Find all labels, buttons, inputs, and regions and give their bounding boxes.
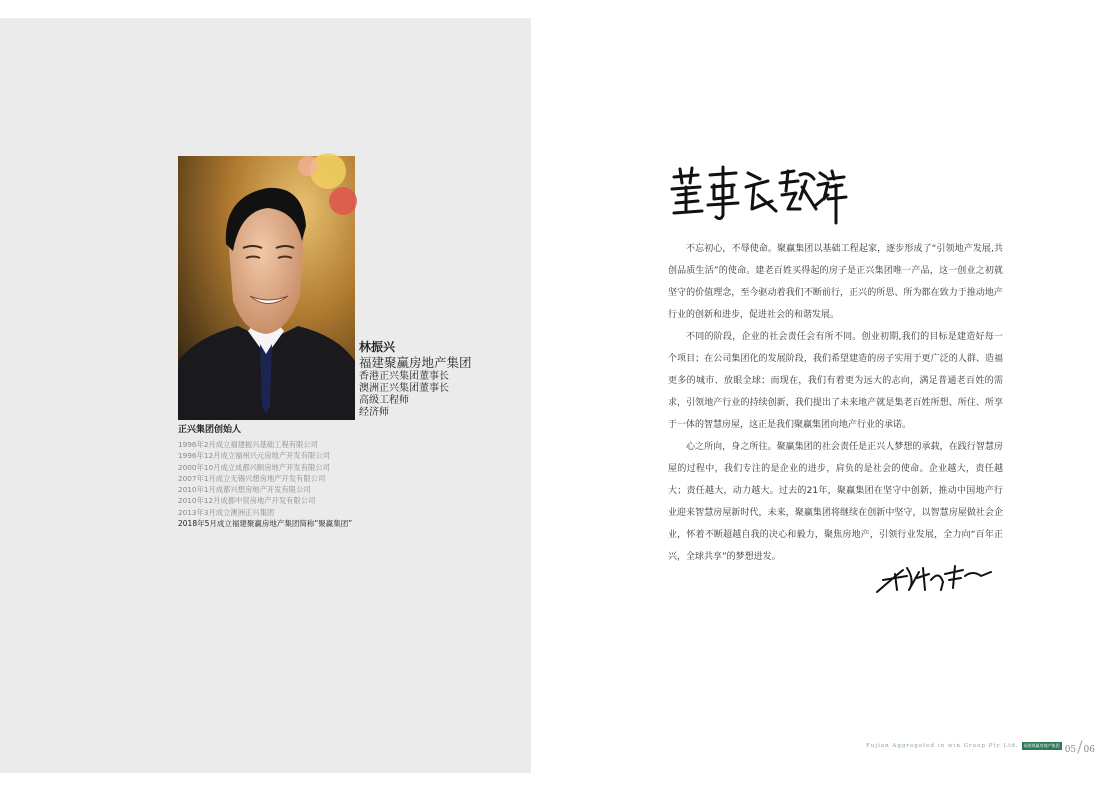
letter-paragraph: 不同的阶段，企业的社会责任会有所不同。创业初期,我们的目标是建造好每一个项目；在公司集团化的发展阶段，我们希望建造的房子实用于更广泛的人群、造福更多的城市、放眼全球；而现在，我们有着更为远大的志向，满足普通老百姓的需求，引领地产行业的持续创新，我们提出了未来地产就是集老百姓所想、所住、所享于一体的智慧房屋，这正是我们聚赢集团向地产行业的承诺。	[668, 332, 1003, 430]
history-item: 2013年3月成立澳洲正兴集团	[178, 507, 275, 517]
chairman-name: 林振兴	[359, 340, 396, 354]
role-item: 高级工程师	[359, 395, 409, 406]
footer-company-badge: 福建聚赢房地产集团	[1023, 743, 1060, 748]
role-item: 经济师	[359, 407, 389, 418]
chairman-name-block	[359, 340, 472, 419]
chairman-letter	[668, 238, 1003, 568]
page-slash: /	[1077, 736, 1083, 756]
history-item: 2000年10月成立成都兴顺房地产开发有限公司	[178, 462, 330, 472]
letter-title-calligraphy	[668, 165, 848, 230]
history-item: 2007年1月成立无锡兴想房地产开发有限公司	[178, 473, 326, 483]
letter-paragraph: 不忘初心，不辱使命。聚赢集团以基础工程起家，逐步形成了“引领地产发展,共创品质生活”的使命。建老百姓买得起的房子是正兴集团唯一产品，这一创业之初就坚守的价值理念，至今驱动着我们不断前行，正兴的所思、所为都在致力于推动地产行业的创新和进步，促进社会的和谐发展。	[668, 244, 1003, 320]
letter-paragraph: 心之所向，身之所往。聚赢集团的社会责任是正兴人梦想的承载，在践行智慧房屋的过程中，我们专注的是企业的进步，肩负的是社会的使命。企业越大，责任越大；责任越大，动力越大。过去的21年，聚赢集团在坚守中创新，推动中国地产行业迎来智慧房屋新时代，未来，聚赢集团将继续在创新中坚守，以智慧房屋做社会企业，怀着不断超越自我的决心和毅力，聚焦房地产，引领行业发展，全力向“百年正兴，全球共享”的梦想进发。	[668, 442, 1003, 562]
history-item-latest: 2018年5月成立福建聚赢房地产集团简称“聚赢集团”	[178, 519, 353, 529]
chairman-portrait	[178, 156, 355, 420]
history-item: 2010年12月成都中贸房地产开发有限公司	[178, 496, 316, 506]
founder-history	[178, 424, 352, 530]
role-list	[359, 371, 472, 419]
history-item: 1996年12月成立福州兴元房地产开发有限公司	[178, 451, 330, 461]
page-number-right: 06	[1083, 744, 1095, 755]
page-number	[1065, 737, 1095, 756]
company-name: 福建聚赢房地产集团	[359, 355, 472, 370]
history-item: 1996年2月成立福建振兴基础工程有限公司	[178, 440, 318, 449]
history-item: 2010年1月成都兴想房地产开发有限公司	[178, 485, 311, 495]
page-footer	[866, 738, 1095, 754]
role-item: 澳洲正兴集团董事长	[359, 383, 449, 394]
history-title: 正兴集团创始人	[178, 425, 242, 435]
footer-company-english: Fujian Aggregated in win Group Pty Ltd.	[866, 743, 1019, 749]
role-item: 香港正兴集团董事长	[359, 371, 449, 382]
chairman-signature	[873, 560, 993, 596]
page-number-left: 05	[1064, 744, 1077, 755]
